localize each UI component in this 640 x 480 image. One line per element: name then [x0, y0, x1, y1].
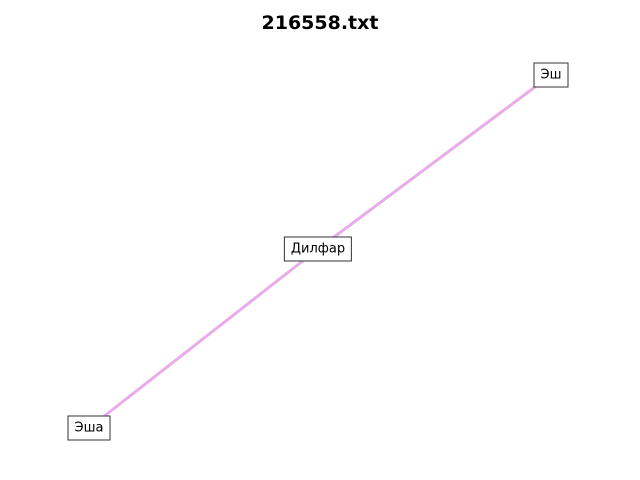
edge-esha-dilfar	[89, 249, 318, 428]
node-esh[interactable]: Эш	[534, 63, 569, 88]
edge-dilfar-esh	[318, 75, 551, 249]
node-dilfar[interactable]: Дилфар	[284, 237, 352, 262]
node-esha[interactable]: Эша	[68, 416, 111, 441]
diagram-title: 216558.txt	[261, 12, 379, 34]
